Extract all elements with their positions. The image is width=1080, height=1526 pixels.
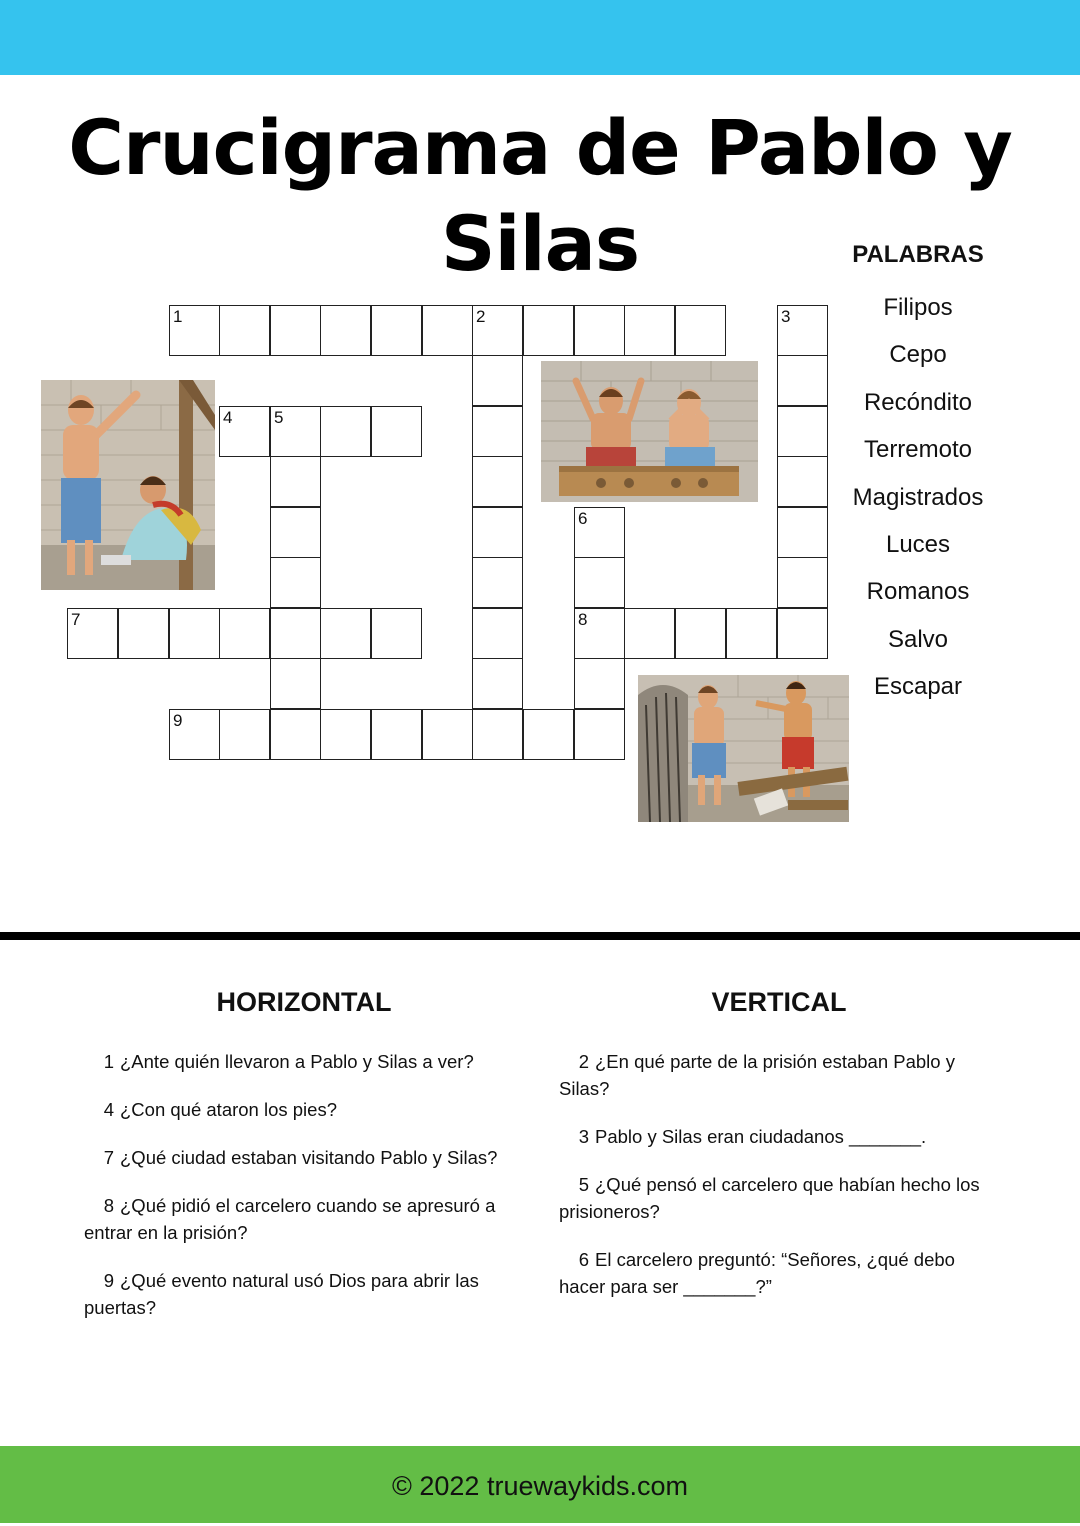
crossword-cell[interactable] (472, 305, 523, 356)
crossword-cell[interactable] (219, 406, 270, 457)
crossword-cell[interactable] (675, 305, 726, 356)
crossword-cell[interactable] (777, 406, 828, 457)
crossword-cell[interactable] (219, 608, 270, 659)
crossword-cell[interactable] (472, 557, 523, 608)
word-bank-item: Romanos (866, 578, 970, 606)
clue-item (559, 1048, 999, 1102)
section-divider (0, 932, 1080, 940)
crossword-cell[interactable] (320, 709, 371, 760)
footer-bar (0, 1446, 1080, 1523)
crossword-cell[interactable] (472, 507, 523, 558)
crossword-cell[interactable] (270, 406, 321, 457)
crossword-cell[interactable] (777, 456, 828, 507)
clue-num: 1 (103, 1051, 114, 1072)
clue-num: 8 (103, 1195, 114, 1216)
crossword-cell[interactable] (574, 608, 625, 659)
crossword-cell[interactable] (270, 709, 321, 760)
clue-number: 3 (781, 307, 791, 326)
crossword-cell[interactable] (270, 507, 321, 558)
crossword-cell[interactable] (219, 305, 270, 356)
page-title: Crucigrama de Pablo y Silas (68, 103, 1012, 288)
jailer-kneeling-illustration (41, 380, 215, 590)
crossword-cell[interactable] (270, 608, 321, 659)
crossword-cell[interactable] (574, 658, 625, 709)
clue-item (559, 1123, 999, 1150)
vertical-heading: VERTICAL (711, 987, 847, 1017)
clue-number: 1 (173, 307, 183, 326)
crossword-cell[interactable] (270, 658, 321, 709)
crossword-cell[interactable] (169, 305, 220, 356)
clue-text: ¿Qué evento natural usó Dios para abrir las puertas? (84, 1270, 479, 1318)
crossword-cell[interactable] (675, 608, 726, 659)
clue-num: 4 (103, 1099, 114, 1120)
clue-item (84, 1144, 524, 1171)
word-bank-item: Cepo (889, 341, 947, 369)
clue-number: 5 (274, 408, 284, 427)
crossword-cell[interactable] (472, 456, 523, 507)
crossword-cell[interactable] (472, 406, 523, 457)
word-bank-item: Escapar (873, 673, 963, 701)
crossword-cell[interactable] (574, 709, 625, 760)
crossword-cell[interactable] (472, 608, 523, 659)
crossword-cell[interactable] (777, 557, 828, 608)
clue-text: ¿Con qué ataron los pies? (120, 1099, 337, 1120)
clue-number: 4 (223, 408, 233, 427)
word-bank-item: Luces (885, 530, 951, 558)
crossword-cell[interactable] (726, 608, 777, 659)
crossword-cell[interactable] (624, 608, 675, 659)
word-bank-item: Terremoto (863, 436, 973, 464)
crossword-cell[interactable] (169, 608, 220, 659)
clue-number: 2 (476, 307, 486, 326)
clue-item (84, 1096, 524, 1123)
crossword-cell[interactable] (422, 709, 473, 760)
crossword-cell[interactable] (270, 456, 321, 507)
clue-text: ¿Qué pensó el carcelero que habían hecho los prisioneros? (559, 1174, 980, 1222)
clue-text: El carcelero preguntó: “Señores, ¿qué debo hacer para ser _______?” (559, 1249, 955, 1297)
word-bank-item: Recóndito (863, 388, 973, 416)
clue-num: 3 (578, 1126, 589, 1147)
clue-number: 7 (71, 610, 81, 629)
horizontal-clues (84, 980, 524, 1342)
clue-text: ¿Qué pidió el carcelero cuando se apresuró a entrar en la prisión? (84, 1195, 496, 1243)
clue-text: ¿En qué parte de la prisión estaban Pablo y Silas? (559, 1051, 955, 1099)
crossword-cell[interactable] (523, 709, 574, 760)
crossword-cell[interactable] (169, 709, 220, 760)
crossword-cell[interactable] (472, 355, 523, 406)
clue-num: 9 (103, 1270, 114, 1291)
crossword-cell[interactable] (777, 355, 828, 406)
word-bank-item: Filipos (883, 294, 953, 321)
crossword-cell[interactable] (371, 709, 422, 760)
clue-number: 6 (578, 509, 588, 528)
crossword-cell[interactable] (777, 608, 828, 659)
clue-num: 6 (578, 1249, 589, 1270)
horizontal-heading: HORIZONTAL (216, 987, 392, 1017)
clue-number: 9 (173, 711, 183, 730)
word-bank-item: Salvo (887, 625, 949, 653)
clue-item (84, 1267, 524, 1321)
crossword-cell[interactable] (371, 406, 422, 457)
clue-item (559, 1171, 999, 1225)
crossword-cell[interactable] (777, 305, 828, 356)
crossword-cell[interactable] (371, 608, 422, 659)
crossword-cell[interactable] (320, 608, 371, 659)
earthquake-door-illustration (638, 675, 849, 822)
crossword-cell[interactable] (574, 305, 625, 356)
footer-copyright: © 2022 truewaykids.com (391, 1471, 689, 1501)
clue-item (84, 1192, 524, 1246)
crossword-cell[interactable] (777, 507, 828, 558)
prison-chains-illustration (541, 361, 758, 502)
crossword-cell[interactable] (118, 608, 169, 659)
clue-num: 2 (578, 1051, 589, 1072)
word-bank-heading: PALABRAS (852, 241, 984, 268)
crossword-cell[interactable] (371, 305, 422, 356)
word-bank-item: Magistrados (852, 483, 984, 511)
crossword-cell[interactable] (67, 608, 118, 659)
crossword-cell[interactable] (320, 305, 371, 356)
crossword-cell[interactable] (574, 557, 625, 608)
crossword-cell[interactable] (472, 658, 523, 709)
clue-text: Pablo y Silas eran ciudadanos _______. (595, 1126, 927, 1147)
crossword-cell[interactable] (422, 305, 473, 356)
crossword-cell[interactable] (574, 507, 625, 558)
crossword-cell[interactable] (270, 305, 321, 356)
crossword-cell[interactable] (472, 709, 523, 760)
crossword-cell[interactable] (219, 709, 270, 760)
crossword-cell[interactable] (523, 305, 574, 356)
clue-text: ¿Qué ciudad estaban visitando Pablo y Silas? (120, 1147, 498, 1168)
clue-number: 8 (578, 610, 588, 629)
clue-text: ¿Ante quién llevaron a Pablo y Silas a ver? (120, 1051, 474, 1072)
vertical-clues (559, 980, 999, 1321)
clue-item (84, 1048, 524, 1075)
crossword-cell[interactable] (270, 557, 321, 608)
clue-num: 5 (578, 1174, 589, 1195)
clue-item (559, 1246, 999, 1300)
crossword-cell[interactable] (320, 406, 371, 457)
clue-num: 7 (103, 1147, 114, 1168)
crossword-cell[interactable] (624, 305, 675, 356)
